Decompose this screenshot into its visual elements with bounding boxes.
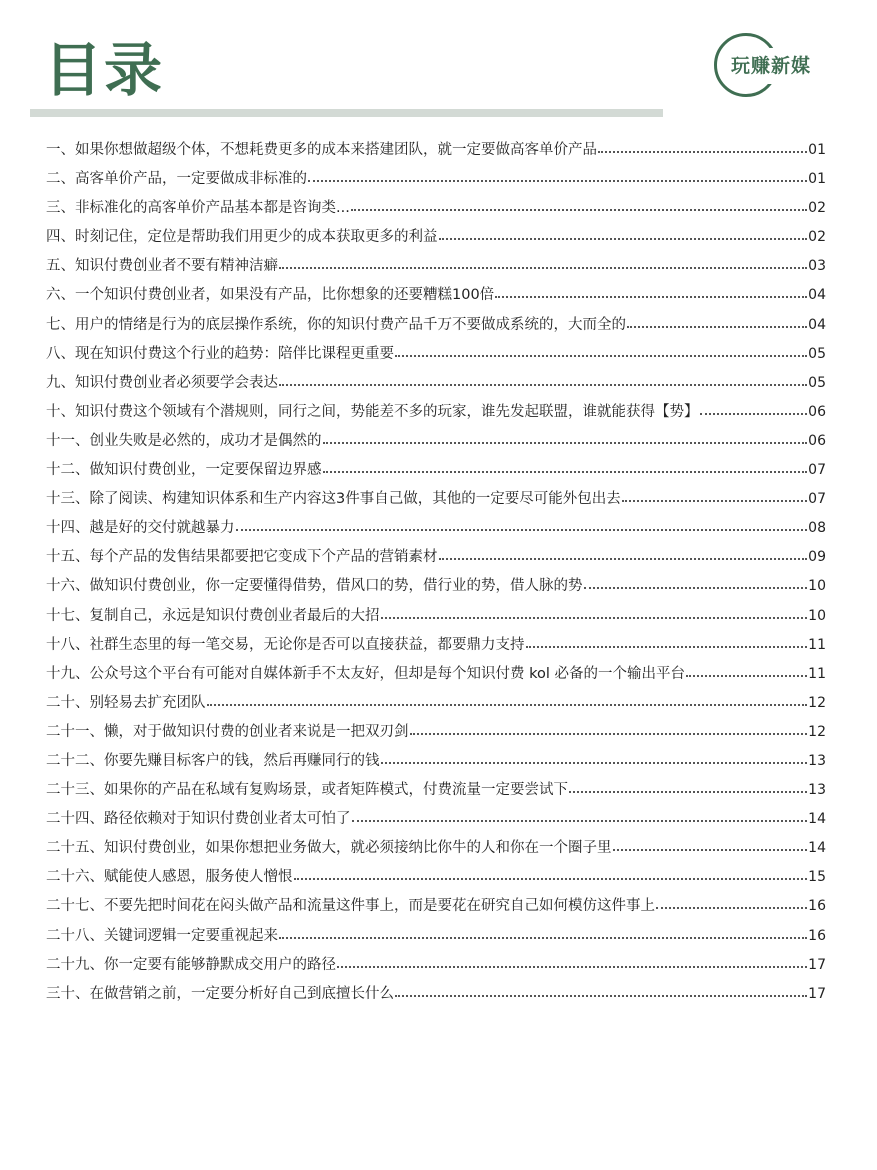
toc-page-number[interactable]: 06	[808, 403, 826, 420]
toc-dot-leader	[526, 646, 808, 648]
toc-entry-title[interactable]: 二十一、懒，对于做知识付费的创业者来说是一把双刃剑	[46, 723, 409, 740]
toc-entry-title[interactable]: 二十七、不要先把时间花在闷头做产品和流量这件事上，而是要花在研究自己如何模仿这件事上	[46, 898, 655, 915]
toc-entry-title[interactable]: 四、时刻记住，定位是帮助我们用更少的成本获取更多的利益	[46, 229, 438, 246]
toc-entry[interactable]	[46, 485, 826, 514]
toc-page-number[interactable]: 12	[808, 723, 826, 740]
toc-entry-title[interactable]: 十八、社群生态里的每一笔交易，无论你是否可以直接获益，都要鼎力支持	[46, 636, 525, 653]
toc-dot-leader	[686, 675, 807, 677]
toc-entry[interactable]	[46, 136, 826, 165]
toc-dot-leader	[207, 704, 808, 706]
toc-entry-title[interactable]: 二十六、赋能使人感恩，服务使人憎恨	[46, 869, 293, 886]
toc-entry-title[interactable]: 十四、越是好的交付就越暴力	[46, 520, 235, 537]
toc-entry-title[interactable]: 十六、做知识付费创业，你一定要懂得借势，借风口的势，借行业的势，借人脉的势	[46, 578, 583, 595]
toc-dot-leader	[598, 151, 807, 153]
toc-dot-leader	[236, 529, 808, 531]
toc-page-number[interactable]: 03	[808, 258, 826, 275]
toc-entry[interactable]	[46, 340, 826, 369]
toc-page-number[interactable]: 13	[808, 782, 826, 799]
toc-entry-title[interactable]: 二十九、你一定要有能够静默成交用户的路径	[46, 956, 336, 973]
toc-entry[interactable]	[46, 456, 826, 485]
toc-dot-leader	[439, 238, 808, 240]
toc-entry[interactable]	[46, 427, 826, 456]
toc-entry[interactable]	[46, 602, 826, 631]
toc-entry-title[interactable]: 十五、每个产品的发售结果都要把它变成下个产品的营销素材	[46, 549, 438, 566]
toc-entry[interactable]	[46, 311, 826, 340]
toc-entry-title[interactable]: 十、知识付费这个领域有个潜规则，同行之间，势能差不多的玩家，谁先发起联盟，谁就能获得【势】	[46, 403, 699, 420]
toc-dot-leader	[656, 907, 807, 909]
table-of-contents	[46, 136, 826, 1009]
toc-entry-title[interactable]: 三十、在做营销之前，一定要分析好自己到底擅长什么	[46, 985, 394, 1002]
toc-dot-leader	[323, 442, 808, 444]
toc-page-number[interactable]: 04	[808, 316, 826, 333]
toc-dot-leader	[410, 733, 808, 735]
toc-entry-title[interactable]: 二十五、知识付费创业，如果你想把业务做大，就必须接纳比你牛的人和你在一个圈子里	[46, 840, 612, 857]
toc-entry-title[interactable]: 九、知识付费创业者必须要学会表达	[46, 374, 278, 391]
toc-entry[interactable]	[46, 805, 826, 834]
toc-dot-leader	[439, 558, 808, 560]
toc-entry-title[interactable]: 八、现在知识付费这个行业的趋势：陪伴比课程更重要	[46, 345, 394, 362]
toc-entry-title[interactable]: 二十八、关键词逻辑一定要重视起来	[46, 927, 278, 944]
toc-page-number[interactable]: 02	[808, 200, 826, 217]
toc-dot-leader	[279, 384, 807, 386]
toc-entry-title[interactable]: 二、高客单价产品，一定要做成非标准的	[46, 171, 307, 188]
toc-page-number[interactable]: 15	[808, 869, 826, 886]
toc-dot-leader	[351, 209, 807, 211]
toc-dot-leader	[337, 966, 807, 968]
toc-page-number[interactable]: 04	[808, 287, 826, 304]
toc-dot-leader	[584, 587, 808, 589]
toc-entry[interactable]	[46, 834, 826, 863]
toc-dot-leader	[395, 355, 807, 357]
title-underline-bar	[30, 109, 663, 117]
toc-entry[interactable]	[46, 194, 826, 223]
toc-entry[interactable]	[46, 369, 826, 398]
toc-dot-leader	[323, 471, 808, 473]
toc-entry-title[interactable]: 三、非标准化的高客单价产品基本都是咨询类...	[46, 200, 350, 217]
toc-page-number[interactable]: 12	[808, 694, 826, 711]
toc-entry-title[interactable]: 十三、除了阅读、构建知识体系和生产内容这3件事自己做，其他的一定要尽可能外包出去	[46, 491, 621, 508]
toc-entry-title[interactable]: 十七、复制自己，永远是知识付费创业者最后的大招	[46, 607, 380, 624]
toc-page-number[interactable]: 10	[808, 578, 826, 595]
toc-entry-title[interactable]: 二十二、你要先赚目标客户的钱，然后再赚同行的钱	[46, 752, 380, 769]
toc-dot-leader	[700, 413, 808, 415]
toc-entry[interactable]	[46, 514, 826, 543]
toc-entry[interactable]	[46, 252, 826, 281]
toc-entry-title[interactable]: 十九、公众号这个平台有可能对自媒体新手不太友好，但却是每个知识付费 kol 必备的一个输出平台	[46, 665, 685, 682]
toc-page-number[interactable]: 07	[808, 491, 826, 508]
toc-entry-title[interactable]: 一、如果你想做超级个体，不想耗费更多的成本来搭建团队，就一定要做高客单价产品	[46, 142, 597, 158]
toc-entry-title[interactable]: 七、用户的情绪是行为的底层操作系统，你的知识付费产品千万不要做成系统的，大而全的	[46, 316, 626, 333]
toc-entry[interactable]	[46, 660, 826, 689]
toc-dot-leader	[622, 500, 807, 502]
toc-entry[interactable]	[46, 572, 826, 601]
toc-dot-leader	[495, 296, 807, 298]
toc-dot-leader	[627, 326, 807, 328]
toc-entry[interactable]	[46, 747, 826, 776]
toc-page-number[interactable]: 06	[808, 432, 826, 449]
brand-logo-text: 玩赚新媒	[731, 48, 841, 84]
toc-entry[interactable]	[46, 922, 826, 951]
toc-entry[interactable]	[46, 892, 826, 921]
toc-dot-leader	[294, 878, 808, 880]
toc-entry-title[interactable]: 五、知识付费创业者不要有精神洁癖	[46, 258, 278, 275]
toc-page-number[interactable]: 05	[808, 345, 826, 362]
toc-dot-leader	[569, 791, 807, 793]
toc-entry[interactable]	[46, 689, 826, 718]
toc-entry-title[interactable]: 六、一个知识付费创业者，如果没有产品，比你想象的还要糟糕100倍	[46, 287, 495, 304]
toc-entry[interactable]	[46, 398, 826, 427]
toc-page-number[interactable]: 05	[808, 374, 826, 391]
toc-page-number[interactable]: 10	[808, 607, 826, 624]
toc-dot-leader	[352, 820, 808, 822]
toc-entry[interactable]	[46, 980, 826, 1009]
toc-dot-leader	[279, 267, 807, 269]
toc-entry[interactable]	[46, 776, 826, 805]
toc-page-number[interactable]: 02	[808, 229, 826, 246]
toc-entry-title[interactable]: 二十、别轻易去扩充团队	[46, 694, 206, 711]
toc-page-number[interactable]: 07	[808, 462, 826, 479]
toc-page-number[interactable]: 01	[808, 142, 826, 158]
toc-page-number[interactable]: 11	[808, 665, 826, 682]
toc-entry[interactable]	[46, 281, 826, 310]
toc-entry-title[interactable]: 十二、做知识付费创业，一定要保留边界感	[46, 462, 322, 479]
toc-page-number[interactable]: 14	[808, 811, 826, 828]
toc-entry-title[interactable]: 二十四、路径依赖对于知识付费创业者太可怕了	[46, 811, 351, 828]
page-title: 目录	[44, 36, 165, 104]
toc-dot-leader	[308, 180, 807, 182]
toc-page-number[interactable]: 13	[808, 752, 826, 769]
toc-page-number[interactable]: 17	[808, 985, 826, 1002]
toc-entry[interactable]	[46, 223, 826, 252]
toc-dot-leader	[381, 762, 808, 764]
toc-page-number[interactable]: 08	[808, 520, 826, 537]
toc-entry[interactable]	[46, 951, 826, 980]
toc-page-number[interactable]: 11	[808, 636, 826, 653]
toc-entry[interactable]	[46, 718, 826, 747]
toc-dot-leader	[395, 995, 807, 997]
toc-dot-leader	[613, 849, 808, 851]
toc-dot-leader	[381, 617, 808, 619]
toc-entry-title[interactable]: 十一、创业失败是必然的，成功才是偶然的	[46, 432, 322, 449]
toc-entry[interactable]	[46, 631, 826, 660]
toc-entry[interactable]	[46, 543, 826, 572]
toc-page-number[interactable]: 16	[808, 898, 826, 915]
toc-entry[interactable]	[46, 165, 826, 194]
toc-page-number[interactable]: 17	[808, 956, 826, 973]
toc-page-number[interactable]: 09	[808, 549, 826, 566]
toc-page-number[interactable]: 14	[808, 840, 826, 857]
toc-page-number[interactable]: 01	[808, 171, 826, 188]
toc-entry[interactable]	[46, 863, 826, 892]
toc-entry-title[interactable]: 二十三、如果你的产品在私域有复购场景，或者矩阵模式，付费流量一定要尝试下	[46, 782, 568, 799]
toc-dot-leader	[279, 937, 807, 939]
toc-page-number[interactable]: 16	[808, 927, 826, 944]
